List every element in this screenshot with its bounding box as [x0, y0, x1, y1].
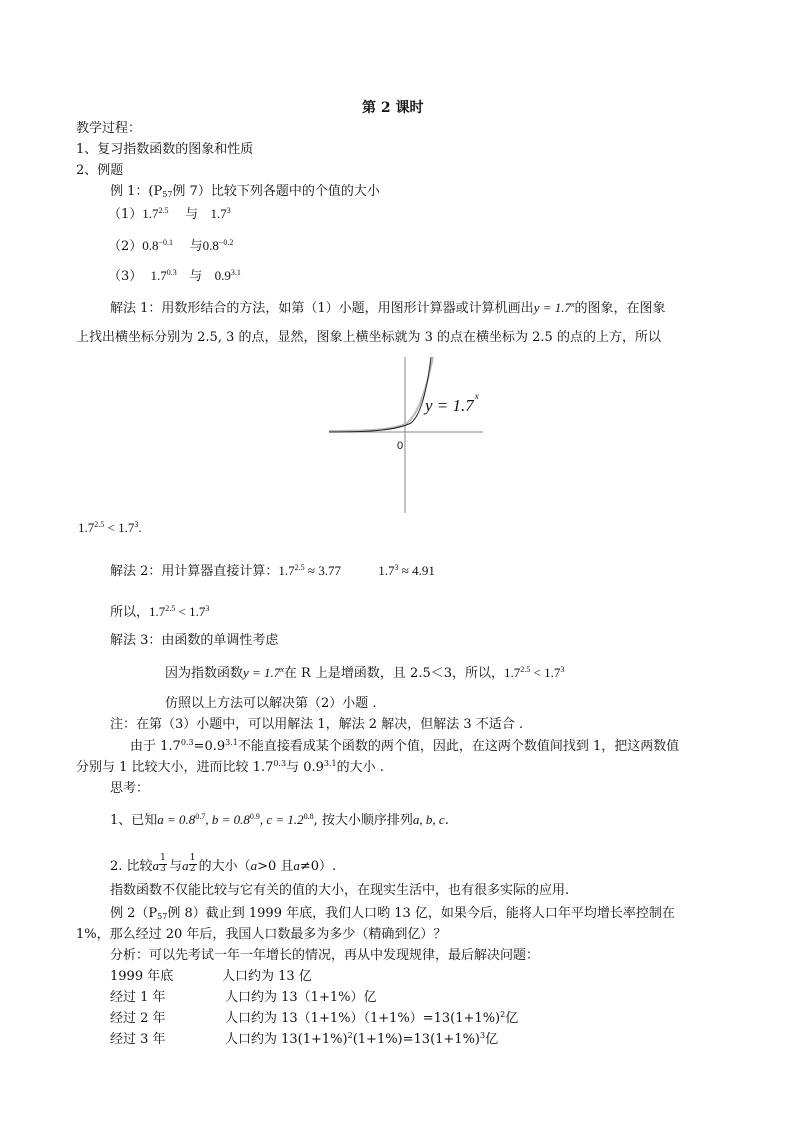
example1-q1: $(1)1.7^{2.5}$ 与 $1.7^3$ [108, 206, 231, 222]
population-value: 人口约为 13 亿 [222, 969, 312, 984]
population-value: 人口约为 $13(1+1\%)(1+1\%)=13(1+1\%)^2$亿 [225, 1010, 519, 1026]
method2-line: 解法 2：用计算器直接计算：$1.7^{2.5} \approx 3.77$ $1.7^3 \approx 4.91$ [110, 563, 435, 579]
population-row: 1999 年底 [110, 969, 174, 984]
think-heading: 思考： [110, 781, 150, 796]
population-value: 人口约为 $13(1+1\%)^2(1+1\%)=13(1+1\%)^3$亿 [225, 1031, 499, 1047]
population-row: 经过 1 年 [110, 990, 166, 1005]
example2-line1: 例 $2(P_{57}$例 8）截止到 1999 年底，我们人口哟 13 亿，如果今后，能将人口年平均增长率控制在 [110, 906, 675, 921]
process-label: 教学过程： [76, 121, 142, 136]
page-title: 第 2 课时 [362, 100, 424, 116]
method1-conclusion: $1.7^{2.5} < 1.7^3$. [78, 520, 142, 535]
method1-line1: 解法 1：用数形结合的方法，如第（1）小题，用图形计算器或计算机画出$y = 1.7^x$的图象，在图象 [110, 300, 666, 316]
population-row: 经过 2 年 [110, 1011, 166, 1026]
item-examples: 2、例题 [76, 163, 124, 178]
example2-line2: 1%，那么经过 20 年后，我国人口数最多为多少（精确到亿）？ [76, 927, 447, 942]
item-review: 1、复习指数函数的图象和性质 [76, 142, 254, 157]
graph-function-exponent: x [474, 391, 479, 401]
method3-imitate: 仿照以上方法可以解决第（2）小题 . [165, 696, 377, 711]
method3-line: 因为指数函数$y = 1.7^x$在 R 上是增函数，且 2.5＜3，所以，$1.7^{2.5} < 1.7^3$ [165, 665, 565, 681]
think-q1: 1、已知$a = 0.8^{0.7}$, $b = 0.8^{0.9}$, $c = 1.2^{0.8}$, 按大小顺序排列a, b, c. [110, 812, 449, 828]
method3-heading: 解法 3：由函数的单调性考虑 [110, 633, 279, 648]
graph-function-label: y = 1.7 [425, 396, 474, 415]
example1-q3: （3） $1.7^{0.3}$ 与 $0.9^{3.1}$ [108, 268, 241, 284]
note-line1: 注：在第（3）小题中，可以用解法 1，解法 2 解决，但解法 3 不适合 . [110, 717, 524, 732]
population-value: 人口约为 13（1+1%）亿 [225, 990, 377, 1005]
example2-analysis: 分析：可以先考试一年一年增长的情况，再从中发现规律，最后解决问题： [110, 948, 540, 963]
exponential-graph [325, 355, 485, 515]
think-q2: 2. 比较a 1 3 与a 1 2 的大小（a>0 且a≠0）. [110, 853, 337, 874]
note-line2: 由于 $1.7^{0.3}=0.9^{3.1}$不能直接看成某个函数的两个值，因此，在这两个数值间找到 1，把这两数值 [130, 738, 680, 754]
method1-line2: 上找出横坐标分别为 2.5, 3 的点，显然，图象上横坐标就为 3 的点在横坐标为 2.5 的点的上方，所以 [76, 330, 661, 345]
note-line3: 分别与 1 比较大小，进而比较 $1.7^{0.3}$与 $0.9^{3.1}$的大小 . [76, 759, 384, 775]
example1-heading: 例 1：($P_{57}$例 7）比较下列各题中的个值的大小 [110, 184, 380, 199]
graph-origin-label: 0 [397, 440, 404, 452]
method2-so: 所以，$1.7^{2.5} < 1.7^3$ [110, 604, 210, 620]
example1-q2: $(2)0.8^{-0.1}$ 与$0.8^{-0.2}$ [108, 238, 234, 254]
application-text: 指数函数不仅能比较与它有关的值的大小，在现实生活中，也有很多实际的应用. [110, 883, 570, 898]
population-row: 经过 3 年 [110, 1032, 166, 1047]
